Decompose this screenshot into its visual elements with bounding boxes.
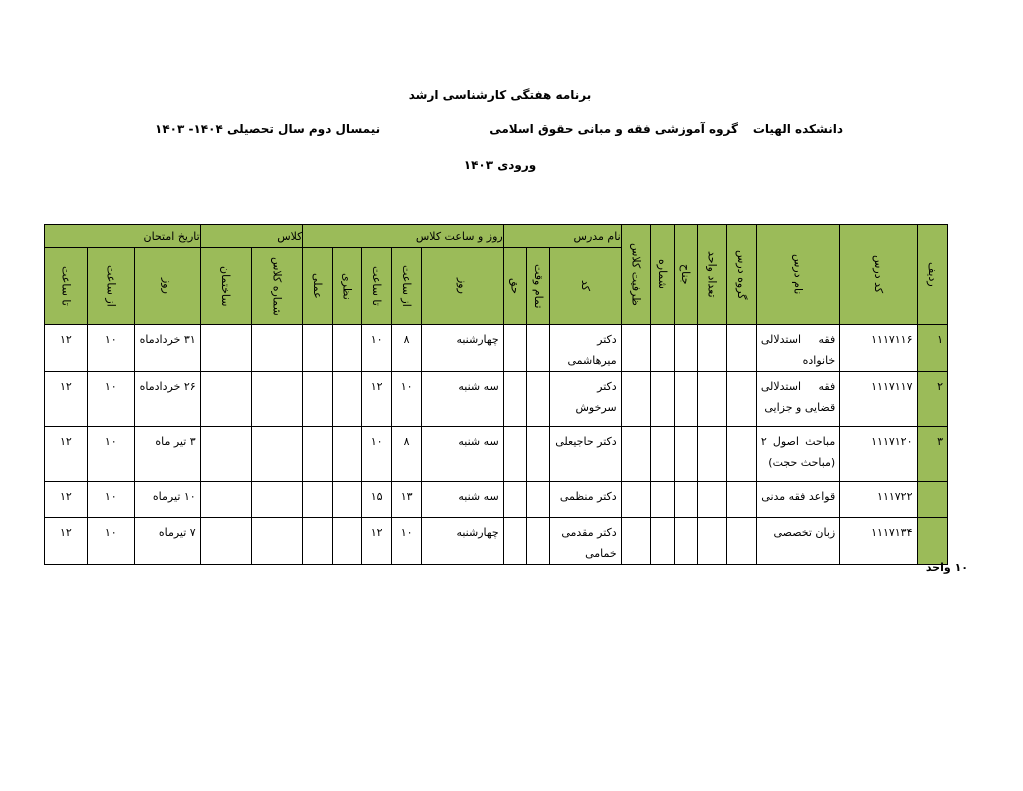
exam-day: ۱۰ تیرماه xyxy=(134,482,200,518)
table-row xyxy=(45,518,948,565)
class-day: سه شنبه xyxy=(422,482,503,518)
header-from-hour: از ساعت xyxy=(391,248,422,325)
header-teacher-contract: تمام وقت xyxy=(527,248,550,325)
class-day: چهارشنبه xyxy=(422,518,503,565)
header-units-count: تعداد واحد xyxy=(697,225,726,325)
header-course-group: گروه درس xyxy=(727,225,756,325)
header-class-no: شماره کلاس xyxy=(251,248,303,325)
row-number: ۲ xyxy=(917,372,948,427)
exam-to: ۱۲ xyxy=(45,482,88,518)
table-row xyxy=(45,427,948,482)
exam-to: ۱۲ xyxy=(45,427,88,482)
header-capacity: ظرفیت کلاس xyxy=(621,225,650,325)
units-total: ۱۰ واحد xyxy=(925,561,968,574)
course-name: فقه استدلالی خانواده xyxy=(756,325,839,372)
from-hour: ۱۳ xyxy=(391,482,422,518)
page-title: برنامه هفتگی کارشناسی ارشد xyxy=(408,88,592,102)
row-number: ۱ xyxy=(917,325,948,372)
header-theory: نظری xyxy=(332,248,361,325)
faculty-name: دانشکده الهیات xyxy=(752,122,843,136)
exam-day: ۳ تیر ماه xyxy=(134,427,200,482)
course-code: ۱۱۱۷۱۲۰ xyxy=(840,427,917,482)
to-hour: ۱۲ xyxy=(362,372,391,427)
course-code: ۱۱۱۷۱۱۷ xyxy=(840,372,917,427)
exam-from: ۱۰ xyxy=(87,518,134,565)
course-code: ۱۱۱۷۱۳۴ xyxy=(840,518,917,565)
exam-to: ۱۲ xyxy=(45,372,88,427)
header-teacher-tuition: حق xyxy=(503,248,526,325)
table-row xyxy=(45,372,948,427)
from-hour: ۸ xyxy=(391,325,422,372)
department-group: گروه آموزشی فقه و مبانی حقوق اسلامی xyxy=(489,122,738,136)
header-exam-to: تا ساعت xyxy=(45,248,88,325)
exam-day: ۷ تیرماه xyxy=(134,518,200,565)
table-row xyxy=(45,325,948,372)
course-name: زبان تخصصی xyxy=(756,518,839,565)
class-day: سه شنبه xyxy=(422,372,503,427)
from-hour: ۸ xyxy=(391,427,422,482)
course-code: ۱۱۱۷۲۲ xyxy=(840,482,917,518)
header-class-group: کلاس xyxy=(200,225,303,248)
exam-from: ۱۰ xyxy=(87,325,134,372)
row-number xyxy=(917,518,948,565)
row-number: ۳ xyxy=(917,427,948,482)
exam-day: ۲۶ خردادماه xyxy=(134,372,200,427)
exam-from: ۱۰ xyxy=(87,372,134,427)
course-name: فقه استدلالی قضایی و جزایی xyxy=(756,372,839,427)
exam-day: ۳۱ خردادماه xyxy=(134,325,200,372)
from-hour: ۱۰ xyxy=(391,372,422,427)
exam-to: ۱۲ xyxy=(45,518,88,565)
entry-year: ورودی ۱۴۰۳ xyxy=(463,158,537,172)
header-exam-group: تاریخ امتحان xyxy=(45,225,201,248)
class-day: چهارشنبه xyxy=(422,325,503,372)
header-practical: عملی xyxy=(303,248,333,325)
exam-from: ۱۰ xyxy=(87,427,134,482)
header-course-code: کد درس xyxy=(840,225,917,325)
header-exam-from: از ساعت xyxy=(87,248,134,325)
header-count: شماره xyxy=(651,225,674,325)
teacher-name: دکتر سرخوش xyxy=(550,372,621,427)
header-row-no: ردیف xyxy=(917,225,948,325)
header-to-hour: تا ساعت xyxy=(362,248,391,325)
to-hour: ۱۵ xyxy=(362,482,391,518)
from-hour: ۱۰ xyxy=(391,518,422,565)
header-building: ساختمان xyxy=(200,248,251,325)
course-name: قواعد فقه مدنی xyxy=(756,482,839,518)
header-course-name: نام درس xyxy=(756,225,839,325)
header-teacher-code: کد xyxy=(550,248,621,325)
exam-to: ۱۲ xyxy=(45,325,88,372)
teacher-name: دکتر حاجیعلی xyxy=(550,427,621,482)
header-exam-day: روز xyxy=(134,248,200,325)
semester-label: نیمسال دوم سال تحصیلی ۱۴۰۴- ۱۴۰۳ xyxy=(155,122,381,136)
teacher-name: دکتر میرهاشمی xyxy=(550,325,621,372)
header-teacher-group: نام مدرس xyxy=(503,225,621,248)
to-hour: ۱۰ xyxy=(362,427,391,482)
class-day: سه شنبه xyxy=(422,427,503,482)
to-hour: ۱۲ xyxy=(362,518,391,565)
row-number xyxy=(917,482,948,518)
teacher-name: دکتر مقدمی خمامی xyxy=(550,518,621,565)
teacher-name: دکتر منظمی xyxy=(550,482,621,518)
schedule-table xyxy=(44,224,948,565)
to-hour: ۱۰ xyxy=(362,325,391,372)
header-wing: جناح xyxy=(674,225,697,325)
course-name: مباحث اصول ۲ (مباحث حجت) xyxy=(756,427,839,482)
header-day: روز xyxy=(422,248,503,325)
course-code: ۱۱۱۷۱۱۶ xyxy=(840,325,917,372)
exam-from: ۱۰ xyxy=(87,482,134,518)
header-day-time-group: روز و ساعت کلاس xyxy=(303,225,503,248)
table-row xyxy=(45,482,948,518)
